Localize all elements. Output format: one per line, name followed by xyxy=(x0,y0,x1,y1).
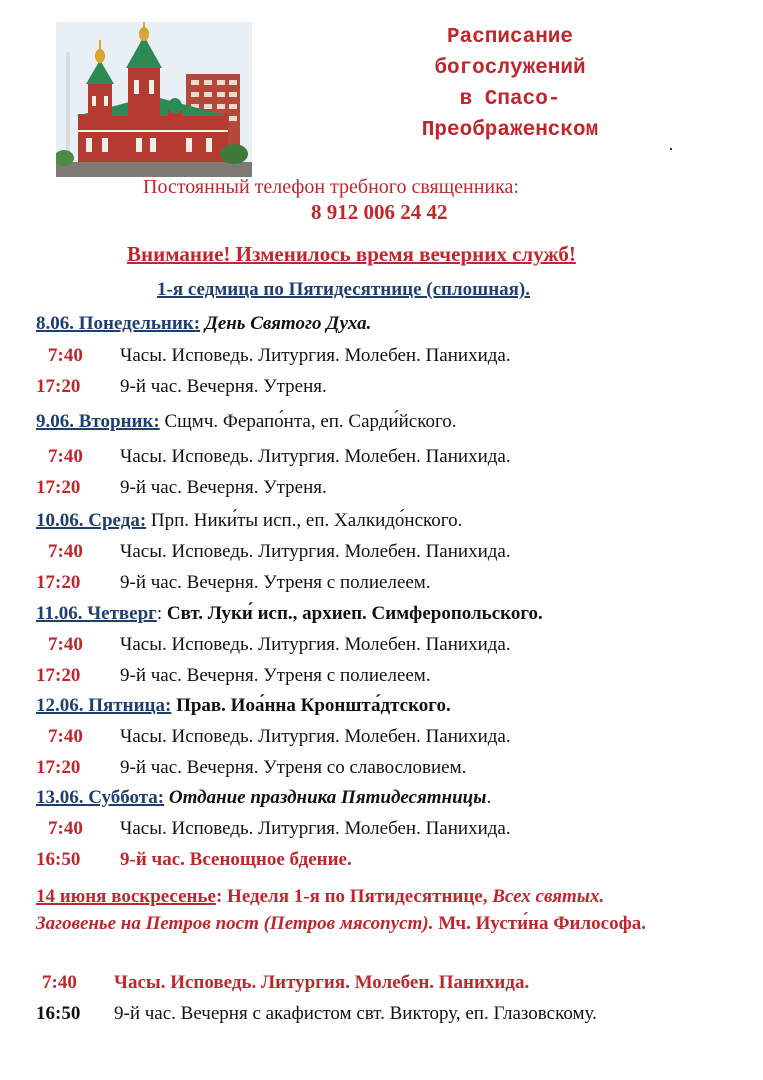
day-date: 9.06. Вторник: xyxy=(36,411,160,432)
day-feast: Отдание праздника Пятидесятницы xyxy=(168,787,487,808)
phone-number: 8 912 006 24 42 xyxy=(311,200,448,224)
day-feast: Прп. Ники́ты исп., еп. Халкидо́нского. xyxy=(150,510,463,531)
day-separator: : xyxy=(156,603,167,624)
service-text: 9-й час. Вечерня. Утреня с полиелеем. xyxy=(120,665,431,686)
day-feast: Прав. Иоа́нна Кроншта́дтского. xyxy=(176,695,451,716)
sunday-fast: Заговенье на Петров пост (Петров мясопуст). xyxy=(36,913,434,934)
day-header xyxy=(36,411,457,433)
service-text: Часы. Исповедь. Литургия. Молебен. Панихида. xyxy=(120,345,511,366)
day-feast-end: . xyxy=(486,787,492,808)
title-line: в Спасо- xyxy=(459,88,561,111)
day-feast: День Святого Духа. xyxy=(204,313,372,334)
day-header xyxy=(36,787,491,809)
service-time: 7:40 xyxy=(48,818,83,839)
sunday-week: Неделя 1-я по Пятидесятнице, xyxy=(227,886,493,907)
service-time: 17:20 xyxy=(36,665,81,686)
service-time: 17:20 xyxy=(36,757,81,778)
service-time: 16:50 xyxy=(36,849,81,870)
service-text: 9-й час. Всенощное бдение. xyxy=(120,849,352,870)
day-date: 13.06. Суббота: xyxy=(36,787,165,808)
week-title: 1-я седмица по Пятидесятнице (сплошная). xyxy=(157,279,530,300)
phone-label: Постоянный телефон требного священника: xyxy=(143,176,519,198)
service-text: 9-й час. Вечерня с акафистом свт. Виктору, еп. Глазовскому. xyxy=(114,1003,597,1024)
day-header xyxy=(36,510,462,532)
service-time: 7:40 xyxy=(42,972,77,993)
service-text: Часы. Исповедь. Литургия. Молебен. Панихида. xyxy=(120,726,511,747)
church-photo xyxy=(56,22,252,177)
day-date: 8.06. Понедельник: xyxy=(36,313,201,334)
day-feast: Свт. Луки́ исп., архиеп. Симферопольского. xyxy=(166,603,543,624)
day-feast: Сщмч. Ферапо́нта, еп. Сарди́йского. xyxy=(164,411,457,432)
sunday-header xyxy=(36,883,736,937)
title-line: Преображенском xyxy=(421,119,599,142)
day-header xyxy=(36,603,543,625)
sunday-colon: : xyxy=(215,886,228,907)
service-text: 9-й час. Вечерня. Утреня с полиелеем. xyxy=(120,572,431,593)
title-line: Расписание xyxy=(446,26,574,49)
service-time: 7:40 xyxy=(48,541,83,562)
service-text: 9-й час. Вечерня. Утреня. xyxy=(120,376,327,397)
service-text: Часы. Исповедь. Литургия. Молебен. Панихида. xyxy=(120,446,511,467)
day-date: 11.06. Четверг xyxy=(36,603,157,624)
day-header xyxy=(36,313,371,335)
service-time: 7:40 xyxy=(48,345,83,366)
service-time: 16:50 xyxy=(36,1003,81,1024)
day-date: 10.06. Среда: xyxy=(36,510,147,531)
sunday-all-saints: Всех святых. xyxy=(492,886,605,907)
sunday-date: 14 июня воскресенье xyxy=(36,886,216,907)
day-header xyxy=(36,695,451,717)
schedule-title xyxy=(360,22,660,146)
service-time: 7:40 xyxy=(48,726,83,747)
notice-banner: Внимание! Изменилось время вечерних служб! xyxy=(127,242,576,266)
service-time: 17:20 xyxy=(36,477,81,498)
service-time: 7:40 xyxy=(48,634,83,655)
service-text: Часы. Исповедь. Литургия. Молебен. Панихида. xyxy=(114,972,530,993)
service-time: 17:20 xyxy=(36,572,81,593)
service-text: Часы. Исповедь. Литургия. Молебен. Панихида. xyxy=(120,818,511,839)
service-text: Часы. Исповедь. Литургия. Молебен. Панихида. xyxy=(120,541,511,562)
day-date: 12.06. Пятница: xyxy=(36,695,172,716)
service-time: 7:40 xyxy=(48,446,83,467)
service-text: Часы. Исповедь. Литургия. Молебен. Панихида. xyxy=(120,634,511,655)
service-text: 9-й час. Вечерня. Утреня. xyxy=(120,477,327,498)
sunday-martyr: Мч. Иусти́на Философа. xyxy=(433,913,646,934)
title-line: богослужений xyxy=(434,57,586,80)
service-text: 9-й час. Вечерня. Утреня со славословием. xyxy=(120,757,467,778)
service-time: 17:20 xyxy=(36,376,81,397)
stray-dot xyxy=(670,148,672,150)
